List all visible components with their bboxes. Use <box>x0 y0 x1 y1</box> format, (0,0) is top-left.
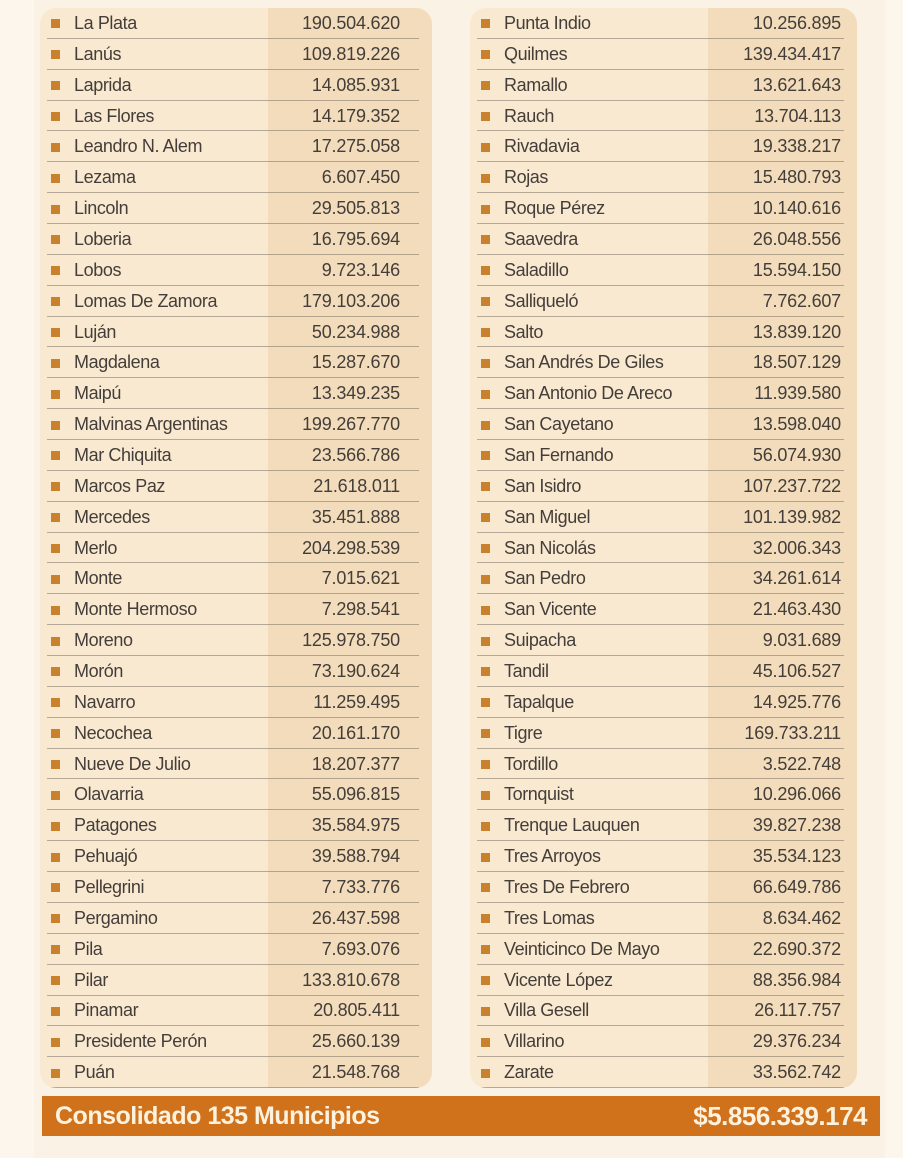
municipality-name: Lanús <box>74 43 122 64</box>
table-row <box>470 749 857 780</box>
municipality-name: Saavedra <box>504 228 578 249</box>
municipality-name: Mar Chiquita <box>74 444 172 465</box>
table-row <box>470 594 857 625</box>
table-row <box>470 440 857 471</box>
square-bullet-icon <box>481 606 490 615</box>
square-bullet-icon <box>481 698 490 707</box>
municipality-name: Quilmes <box>504 43 568 64</box>
square-bullet-icon <box>51 945 60 954</box>
square-bullet-icon <box>481 1007 490 1016</box>
table-row <box>40 8 432 39</box>
municipality-name: Lezama <box>74 167 136 188</box>
municipality-amount: 6.607.450 <box>321 167 400 188</box>
square-bullet-icon <box>481 544 490 553</box>
municipality-amount: 14.925.776 <box>752 691 841 712</box>
table-row <box>470 39 857 70</box>
municipality-amount: 109.819.226 <box>302 43 400 64</box>
municipality-amount: 50.234.988 <box>311 321 400 342</box>
square-bullet-icon <box>481 976 490 985</box>
table-row <box>40 440 432 471</box>
table-row <box>40 162 432 193</box>
square-bullet-icon <box>481 235 490 244</box>
square-bullet-icon <box>481 205 490 214</box>
table-row <box>470 687 857 718</box>
municipality-name: Tigre <box>504 722 543 743</box>
municipality-amount: 29.505.813 <box>311 198 400 219</box>
municipality-name: San Fernando <box>504 444 614 465</box>
square-bullet-icon <box>51 1069 60 1078</box>
municipality-name: Monte <box>74 568 123 589</box>
municipality-amount: 107.237.722 <box>743 475 841 496</box>
table-row <box>40 39 432 70</box>
municipality-name: San Miguel <box>504 506 591 527</box>
municipality-name: Puán <box>74 1062 115 1083</box>
municipality-amount: 35.534.123 <box>752 846 841 867</box>
municipality-amount: 199.267.770 <box>302 414 400 435</box>
square-bullet-icon <box>481 760 490 769</box>
consolidated-label: Consolidado 135 Municipios <box>55 1101 380 1130</box>
municipality-name: Pilar <box>74 969 109 990</box>
municipality-name: San Cayetano <box>504 414 614 435</box>
square-bullet-icon <box>51 606 60 615</box>
municipality-name: Marcos Paz <box>74 475 166 496</box>
table-row <box>470 656 857 687</box>
table-row <box>40 286 432 317</box>
square-bullet-icon <box>51 544 60 553</box>
municipality-amount: 23.566.786 <box>311 444 400 465</box>
square-bullet-icon <box>51 19 60 28</box>
table-row <box>40 749 432 780</box>
municipality-name: Mercedes <box>74 506 150 527</box>
municipality-amount: 7.298.541 <box>321 599 400 620</box>
consolidated-total-value: $5.856.339.174 <box>693 1100 867 1131</box>
municipality-amount: 18.507.129 <box>752 352 841 373</box>
municipality-amount: 7.015.621 <box>321 568 400 589</box>
municipality-name: Merlo <box>74 537 118 558</box>
municipality-name: Trenque Lauquen <box>504 815 640 836</box>
municipality-amount: 21.618.011 <box>313 475 400 496</box>
table-row <box>40 996 432 1027</box>
table-row <box>40 872 432 903</box>
municipality-name: Rojas <box>504 167 549 188</box>
municipality-name: Salto <box>504 321 544 342</box>
municipality-amount: 34.261.614 <box>752 568 841 589</box>
municipality-name: Las Flores <box>74 105 155 126</box>
municipality-name: Tapalque <box>504 691 574 712</box>
municipality-amount: 73.190.624 <box>311 660 400 681</box>
square-bullet-icon <box>481 174 490 183</box>
municipality-amount: 21.548.768 <box>311 1062 400 1083</box>
table-row <box>470 625 857 656</box>
table-row <box>40 533 432 564</box>
table-row <box>470 872 857 903</box>
table-row <box>470 1026 857 1057</box>
table-row <box>40 1057 432 1088</box>
table-row <box>470 347 857 378</box>
municipality-amount: 39.588.794 <box>311 846 400 867</box>
square-bullet-icon <box>51 390 60 399</box>
square-bullet-icon <box>51 205 60 214</box>
table-row <box>40 224 432 255</box>
municipality-amount: 56.074.930 <box>752 444 841 465</box>
square-bullet-icon <box>51 637 60 646</box>
square-bullet-icon <box>481 513 490 522</box>
municipality-amount: 8.634.462 <box>762 907 841 928</box>
municipality-amount: 39.827.238 <box>752 815 841 836</box>
municipality-amount: 22.690.372 <box>752 938 841 959</box>
table-row <box>470 317 857 348</box>
table-row <box>40 101 432 132</box>
municipality-amount: 33.562.742 <box>752 1062 841 1083</box>
square-bullet-icon <box>481 883 490 892</box>
table-row <box>470 718 857 749</box>
municipality-amount: 13.839.120 <box>752 321 841 342</box>
municipality-table-right <box>470 8 857 1088</box>
municipality-amount: 7.733.776 <box>321 876 400 897</box>
square-bullet-icon <box>481 390 490 399</box>
square-bullet-icon <box>51 266 60 275</box>
table-row <box>40 471 432 502</box>
municipality-amount: 29.376.234 <box>752 1031 841 1052</box>
table-row <box>470 70 857 101</box>
square-bullet-icon <box>481 482 490 491</box>
municipality-amount: 15.287.670 <box>311 352 400 373</box>
municipality-name: Salliqueló <box>504 290 579 311</box>
municipality-amount: 190.504.620 <box>302 12 400 33</box>
municipality-name: Saladillo <box>504 259 569 280</box>
table-row <box>470 996 857 1027</box>
municipality-name: Olavarria <box>74 784 144 805</box>
square-bullet-icon <box>481 81 490 90</box>
municipality-name: Pellegrini <box>74 876 145 897</box>
table-row <box>470 162 857 193</box>
square-bullet-icon <box>51 513 60 522</box>
municipality-name: San Pedro <box>504 568 586 589</box>
municipality-name: Laprida <box>74 74 132 95</box>
municipality-table-left <box>40 8 432 1088</box>
square-bullet-icon <box>51 729 60 738</box>
table-row <box>40 903 432 934</box>
square-bullet-icon <box>481 19 490 28</box>
municipality-amount: 20.161.170 <box>311 722 400 743</box>
square-bullet-icon <box>51 143 60 152</box>
municipality-amount: 169.733.211 <box>744 722 841 743</box>
square-bullet-icon <box>51 1038 60 1047</box>
square-bullet-icon <box>51 50 60 59</box>
table-row <box>40 563 432 594</box>
table-row <box>470 841 857 872</box>
square-bullet-icon <box>51 853 60 862</box>
municipality-amount: 16.795.694 <box>311 228 400 249</box>
square-bullet-icon <box>51 421 60 430</box>
table-row <box>40 255 432 286</box>
table-row <box>40 317 432 348</box>
square-bullet-icon <box>51 791 60 800</box>
square-bullet-icon <box>51 112 60 121</box>
municipality-amount: 19.338.217 <box>752 136 841 157</box>
table-row <box>40 502 432 533</box>
table-row <box>470 8 857 39</box>
square-bullet-icon <box>51 482 60 491</box>
municipality-name: Moreno <box>74 630 133 651</box>
municipality-name: San Vicente <box>504 599 597 620</box>
municipality-name: Magdalena <box>74 352 160 373</box>
municipality-amount: 7.693.076 <box>321 938 400 959</box>
square-bullet-icon <box>481 143 490 152</box>
square-bullet-icon <box>481 791 490 800</box>
square-bullet-icon <box>481 853 490 862</box>
table-rows-right <box>470 8 857 1088</box>
municipality-amount: 35.451.888 <box>311 506 400 527</box>
municipality-name: Monte Hermoso <box>74 599 197 620</box>
municipality-name: Pehuajó <box>74 846 138 867</box>
municipality-amount: 11.939.580 <box>754 383 841 404</box>
square-bullet-icon <box>51 328 60 337</box>
municipality-amount: 179.103.206 <box>302 290 400 311</box>
square-bullet-icon <box>481 359 490 368</box>
municipality-amount: 14.179.352 <box>311 105 400 126</box>
table-row <box>470 131 857 162</box>
municipality-name: Patagones <box>74 815 157 836</box>
square-bullet-icon <box>481 945 490 954</box>
table-row <box>40 1026 432 1057</box>
municipality-amount: 9.723.146 <box>321 259 400 280</box>
municipality-amount: 35.584.975 <box>311 815 400 836</box>
municipality-name: Tandil <box>504 660 549 681</box>
municipality-amount: 10.256.895 <box>752 12 841 33</box>
municipality-amount: 26.437.598 <box>311 907 400 928</box>
square-bullet-icon <box>51 667 60 676</box>
municipality-name: Ramallo <box>504 74 568 95</box>
table-row <box>40 594 432 625</box>
municipality-name: Necochea <box>74 722 152 743</box>
municipality-name: Tres Arroyos <box>504 846 601 867</box>
table-row <box>40 625 432 656</box>
municipality-amount: 55.096.815 <box>311 784 400 805</box>
square-bullet-icon <box>481 914 490 923</box>
table-rows-left <box>40 8 432 1088</box>
municipality-name: Suipacha <box>504 630 576 651</box>
municipality-amount: 10.140.616 <box>752 198 841 219</box>
municipality-amount: 3.522.748 <box>762 753 841 774</box>
municipality-name: Lincoln <box>74 198 129 219</box>
municipality-amount: 13.598.040 <box>752 414 841 435</box>
square-bullet-icon <box>481 667 490 676</box>
table-row <box>470 965 857 996</box>
municipality-name: Nueve De Julio <box>74 753 191 774</box>
municipality-name: Zarate <box>504 1062 554 1083</box>
square-bullet-icon <box>481 729 490 738</box>
municipality-name: San Isidro <box>504 475 582 496</box>
table-row <box>470 378 857 409</box>
square-bullet-icon <box>51 359 60 368</box>
table-row <box>40 934 432 965</box>
table-row <box>40 70 432 101</box>
square-bullet-icon <box>51 698 60 707</box>
municipality-name: San Nicolás <box>504 537 596 558</box>
table-row <box>470 101 857 132</box>
municipality-name: Pergamino <box>74 907 158 928</box>
municipality-amount: 204.298.539 <box>302 537 400 558</box>
municipality-name: Rivadavia <box>504 136 580 157</box>
table-row <box>470 533 857 564</box>
municipality-name: San Antonio De Areco <box>504 383 673 404</box>
municipality-amount: 125.978.750 <box>302 630 400 651</box>
table-row <box>470 193 857 224</box>
table-row <box>40 347 432 378</box>
table-row <box>470 1057 857 1088</box>
municipality-amount: 101.139.982 <box>743 506 841 527</box>
table-row <box>470 903 857 934</box>
square-bullet-icon <box>51 914 60 923</box>
square-bullet-icon <box>481 1038 490 1047</box>
table-row <box>40 378 432 409</box>
table-row <box>470 502 857 533</box>
municipality-name: Maipú <box>74 383 122 404</box>
square-bullet-icon <box>51 1007 60 1016</box>
square-bullet-icon <box>51 760 60 769</box>
municipality-name: Villarino <box>504 1031 565 1052</box>
table-row <box>470 563 857 594</box>
square-bullet-icon <box>51 575 60 584</box>
municipality-name: Lobos <box>74 259 122 280</box>
table-row <box>470 255 857 286</box>
square-bullet-icon <box>481 822 490 831</box>
municipality-name: Presidente Perón <box>74 1031 207 1052</box>
municipality-name: Pila <box>74 938 103 959</box>
table-row <box>40 841 432 872</box>
consolidated-total-bar <box>42 1096 880 1136</box>
table-row <box>470 224 857 255</box>
municipality-name: Veinticinco De Mayo <box>504 938 660 959</box>
square-bullet-icon <box>51 297 60 306</box>
row-separator <box>47 1087 419 1088</box>
municipality-name: Pinamar <box>74 1000 139 1021</box>
municipality-amount: 20.805.411 <box>313 1000 400 1021</box>
square-bullet-icon <box>481 637 490 646</box>
square-bullet-icon <box>51 451 60 460</box>
square-bullet-icon <box>481 266 490 275</box>
municipality-name: San Andrés De Giles <box>504 352 664 373</box>
municipality-amount: 11.259.495 <box>313 691 400 712</box>
table-row <box>40 965 432 996</box>
square-bullet-icon <box>481 1069 490 1078</box>
table-row <box>470 779 857 810</box>
table-row <box>470 286 857 317</box>
municipality-name: Lomas De Zamora <box>74 290 218 311</box>
municipality-name: Tres De Febrero <box>504 876 630 897</box>
square-bullet-icon <box>51 976 60 985</box>
municipality-amount: 26.117.757 <box>754 1000 841 1021</box>
municipality-amount: 13.349.235 <box>311 383 400 404</box>
square-bullet-icon <box>51 822 60 831</box>
municipality-amount: 66.649.786 <box>752 876 841 897</box>
municipality-name: Rauch <box>504 105 555 126</box>
municipality-amount: 18.207.377 <box>311 753 400 774</box>
municipality-name: Morón <box>74 660 124 681</box>
municipality-name: Roque Pérez <box>504 198 605 219</box>
table-row <box>40 810 432 841</box>
row-separator <box>477 1087 844 1088</box>
municipality-name: Navarro <box>74 691 136 712</box>
municipality-name: La Plata <box>74 12 137 33</box>
table-row <box>40 131 432 162</box>
municipality-amount: 14.085.931 <box>311 74 400 95</box>
municipality-name: Tornquist <box>504 784 574 805</box>
municipality-amount: 10.296.066 <box>752 784 841 805</box>
square-bullet-icon <box>481 297 490 306</box>
square-bullet-icon <box>51 81 60 90</box>
square-bullet-icon <box>481 112 490 121</box>
table-row <box>40 687 432 718</box>
municipality-amount: 15.594.150 <box>752 259 841 280</box>
municipality-amount: 21.463.430 <box>752 599 841 620</box>
table-row <box>40 193 432 224</box>
square-bullet-icon <box>51 883 60 892</box>
table-row <box>470 471 857 502</box>
table-row <box>40 409 432 440</box>
table-row <box>470 934 857 965</box>
municipality-amount: 25.660.139 <box>311 1031 400 1052</box>
municipality-amount: 9.031.689 <box>762 630 841 651</box>
municipality-name: Punta Indio <box>504 12 591 33</box>
square-bullet-icon <box>51 174 60 183</box>
municipality-amount: 139.434.417 <box>743 43 841 64</box>
municipality-amount: 7.762.607 <box>762 290 841 311</box>
table-row <box>470 810 857 841</box>
municipality-name: Loberia <box>74 228 132 249</box>
municipality-amount: 26.048.556 <box>752 228 841 249</box>
municipality-amount: 88.356.984 <box>752 969 841 990</box>
municipality-amount: 133.810.678 <box>302 969 400 990</box>
table-row <box>40 656 432 687</box>
municipality-amount: 17.275.058 <box>311 136 400 157</box>
municipality-name: Villa Gesell <box>504 1000 589 1021</box>
table-row <box>40 718 432 749</box>
square-bullet-icon <box>481 451 490 460</box>
municipality-name: Tres Lomas <box>504 907 595 928</box>
municipality-amount: 32.006.343 <box>752 537 841 558</box>
municipality-name: Leandro N. Alem <box>74 136 203 157</box>
square-bullet-icon <box>481 421 490 430</box>
municipality-amount: 15.480.793 <box>752 167 841 188</box>
square-bullet-icon <box>481 328 490 337</box>
municipality-name: Malvinas Argentinas <box>74 414 228 435</box>
table-row <box>470 409 857 440</box>
square-bullet-icon <box>481 575 490 584</box>
table-row <box>40 779 432 810</box>
square-bullet-icon <box>51 235 60 244</box>
square-bullet-icon <box>481 50 490 59</box>
municipality-name: Luján <box>74 321 117 342</box>
municipality-name: Vicente López <box>504 969 613 990</box>
municipality-amount: 13.704.113 <box>754 105 841 126</box>
municipality-amount: 13.621.643 <box>752 74 841 95</box>
municipality-name: Tordillo <box>504 753 558 774</box>
municipality-amount: 45.106.527 <box>752 660 841 681</box>
